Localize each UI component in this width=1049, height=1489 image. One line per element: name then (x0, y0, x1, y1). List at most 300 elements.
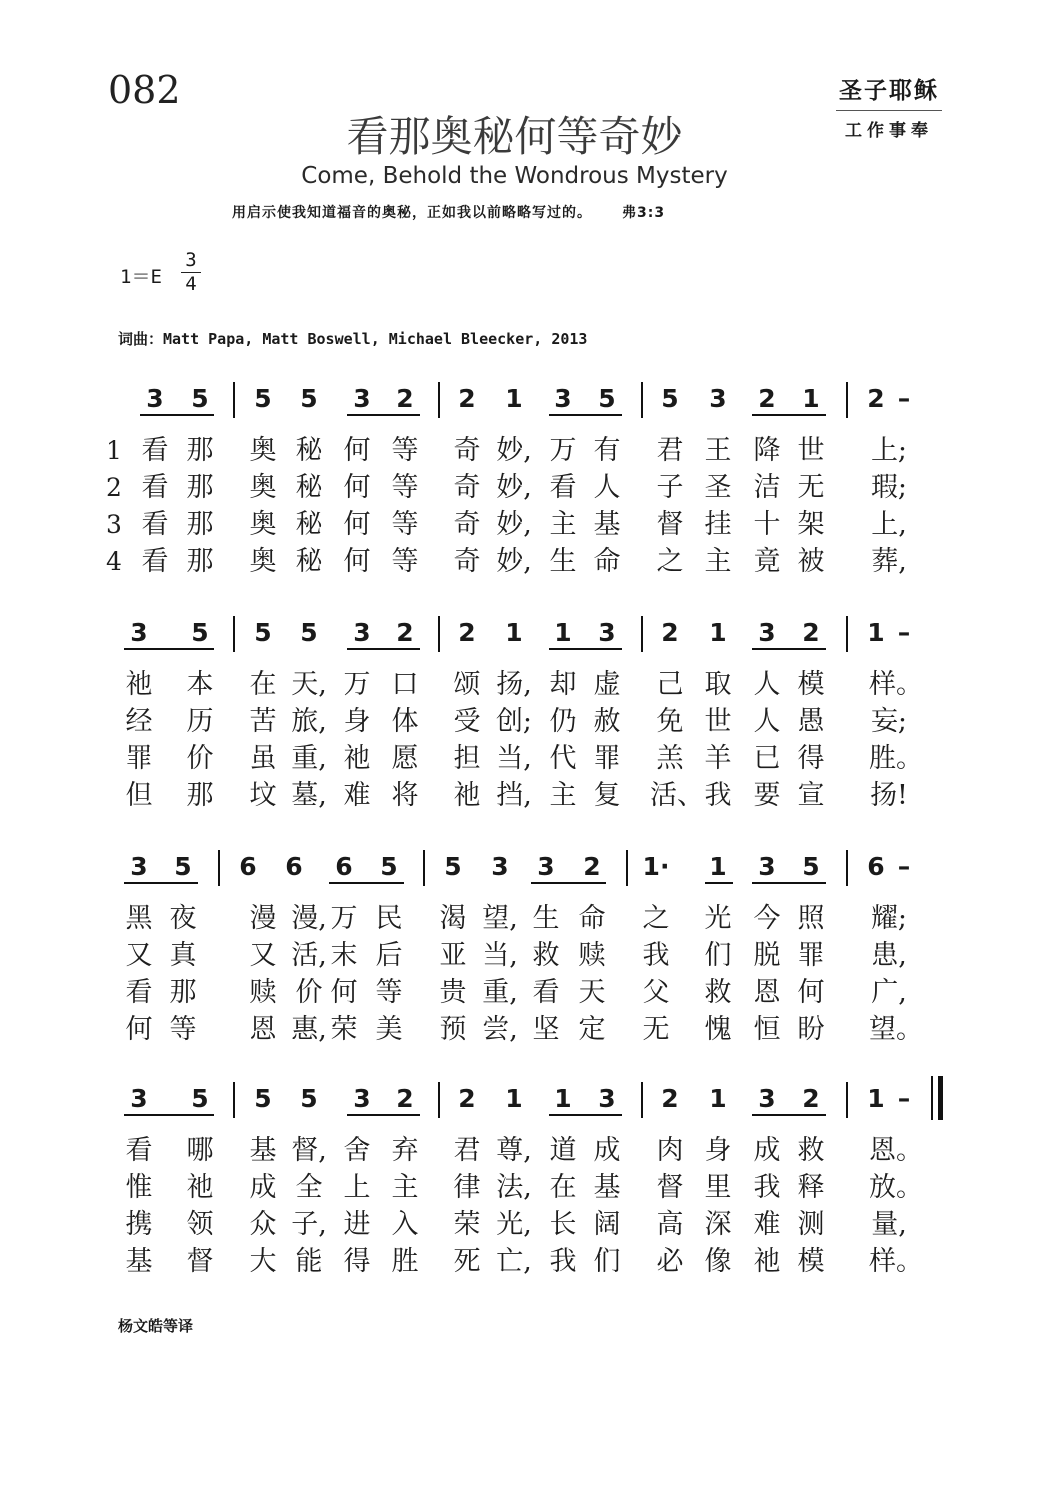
lyric-syllable: 上; (870, 435, 908, 466)
verse-number: 3 (106, 510, 122, 539)
note: 2 (458, 618, 476, 647)
note: 5 (444, 852, 462, 881)
lyric-syllable: 免 (656, 706, 684, 737)
lyric-syllable: 竟 (753, 546, 781, 577)
beam-underline (752, 648, 826, 650)
lyric-syllable: 天 (578, 977, 606, 1008)
beam-underline (124, 1114, 214, 1116)
category-sub: 工作事奉 (845, 121, 933, 141)
note: 3 (491, 852, 509, 881)
lyric-syllable: 尝, (482, 1014, 518, 1045)
note: 5 (254, 384, 272, 413)
bar-line (423, 850, 425, 886)
lyric-syllable: 必 (656, 1246, 684, 1277)
lyric-syllable: 葬, (871, 546, 907, 577)
lyric-syllable: 君 (656, 435, 684, 466)
lyric-syllable: 架 (797, 509, 825, 540)
note: 3 (758, 852, 776, 881)
bar-line (641, 616, 643, 652)
lyric-syllable: 妙, (496, 435, 532, 466)
note: 6 (239, 852, 257, 881)
lyric-syllable: 祂 (125, 669, 153, 700)
lyric-syllable: 身 (343, 706, 371, 737)
lyric-syllable: 祂 (343, 743, 371, 774)
lyric-syllable: 亡, (496, 1246, 532, 1277)
note: 1 (867, 1084, 885, 1113)
bar-line (438, 1082, 440, 1118)
note: – (897, 384, 911, 413)
lyric-syllable: 本 (186, 669, 214, 700)
lyric-syllable: 价 (295, 977, 323, 1008)
lyric-syllable: 瑕; (870, 472, 908, 503)
lyric-syllable: 望, (482, 903, 518, 934)
lyric-syllable: 我 (704, 780, 732, 811)
lyric-syllable: 督 (656, 509, 684, 540)
lyric-syllable: 虚 (593, 669, 621, 700)
lyric-syllable: 难 (753, 1209, 781, 1240)
note: 2 (802, 618, 820, 647)
key-signature: 1＝E (120, 266, 162, 288)
lyric-syllable: 祂 (186, 1172, 214, 1203)
lyric-syllable: 看 (532, 977, 560, 1008)
lyric-syllable: 入 (391, 1209, 419, 1240)
note: 6 (285, 852, 303, 881)
beam-underline (329, 882, 404, 884)
beam-underline (549, 414, 622, 416)
lyric-syllable: 受 (453, 706, 481, 737)
lyric-syllable: 口 (391, 669, 419, 700)
lyric-syllable: 奥 (249, 546, 277, 577)
note: 5 (802, 852, 820, 881)
lyric-syllable: 子 (656, 472, 684, 503)
lyric-syllable: 活, (291, 940, 327, 971)
lyric-syllable: 命 (593, 546, 621, 577)
lyric-syllable: 有 (593, 435, 621, 466)
lyric-syllable: 万 (549, 435, 577, 466)
lyric-syllable: 奇 (453, 546, 481, 577)
lyric-syllable: 民 (375, 903, 403, 934)
lyric-syllable: 定 (578, 1014, 606, 1045)
note: 5 (380, 852, 398, 881)
bar-line (626, 850, 628, 886)
note: 6 (867, 852, 885, 881)
lyric-syllable: 何 (125, 1014, 153, 1045)
lyric-syllable: 那 (186, 546, 214, 577)
note: 1 (802, 384, 820, 413)
lyric-syllable: 法, (496, 1172, 532, 1203)
lyric-syllable: 看 (549, 472, 577, 503)
hymn-number: 082 (108, 68, 181, 112)
lyric-syllable: 后 (375, 940, 403, 971)
lyric-syllable: 等 (169, 1014, 197, 1045)
lyric-syllable: 督 (186, 1246, 214, 1277)
verse-number: 4 (106, 547, 122, 576)
note: – (897, 852, 911, 881)
lyric-syllable: 舍 (343, 1135, 371, 1166)
scripture-text: 用启示使我知道福音的奥秘，正如我以前略略写过的。 (232, 205, 592, 221)
lyric-syllable: 恒 (753, 1014, 781, 1045)
lyric-syllable: 价 (186, 743, 214, 774)
final-bar-line-thick (938, 1076, 943, 1120)
lyric-syllable: 但 (125, 780, 153, 811)
note: 2 (867, 384, 885, 413)
bar-line (641, 1082, 643, 1118)
note: 1 (709, 1084, 727, 1113)
note: – (897, 1084, 911, 1113)
lyric-syllable: 主 (549, 509, 577, 540)
lyric-syllable: 祂 (753, 1246, 781, 1277)
lyric-syllable: 测 (797, 1209, 825, 1240)
note: 3 (130, 852, 148, 881)
lyric-syllable: 奥 (249, 509, 277, 540)
lyric-syllable: 奇 (453, 509, 481, 540)
beam-underline (347, 1114, 420, 1116)
lyric-syllable: 创; (495, 706, 533, 737)
lyric-syllable: 生 (532, 903, 560, 934)
note: 5 (300, 618, 318, 647)
lyric-syllable: 那 (186, 509, 214, 540)
lyric-syllable: 成 (593, 1135, 621, 1166)
lyric-syllable: 何 (343, 546, 371, 577)
lyric-syllable: 患, (871, 940, 907, 971)
lyric-syllable: 愧 (704, 1014, 732, 1045)
title-chinese: 看那奥秘何等奇妙 (346, 112, 683, 161)
lyric-syllable: 取 (704, 669, 732, 700)
note: 1 (709, 852, 727, 881)
lyric-syllable: 重, (291, 743, 327, 774)
category-main: 圣子耶稣 (836, 72, 942, 111)
lyric-syllable: 众 (249, 1209, 277, 1240)
lyric-syllable: 赎 (578, 940, 606, 971)
lyric-syllable: 秘 (295, 546, 323, 577)
note: 3 (130, 618, 148, 647)
lyric-syllable: 坟 (249, 780, 277, 811)
note: 5 (661, 384, 679, 413)
lyric-syllable: 里 (704, 1172, 732, 1203)
lyric-syllable: 子, (291, 1209, 327, 1240)
lyric-syllable: 惟 (125, 1172, 153, 1203)
lyric-syllable: 生 (549, 546, 577, 577)
lyric-syllable: 主 (704, 546, 732, 577)
lyric-syllable: 漫, (291, 903, 327, 934)
lyric-syllable: 洁 (753, 472, 781, 503)
lyric-syllable: 基 (593, 509, 621, 540)
note: 5 (300, 384, 318, 413)
lyric-syllable: 仍 (549, 706, 577, 737)
note: 5 (191, 618, 209, 647)
lyric-syllable: 荣 (453, 1209, 481, 1240)
lyric-syllable: 救 (704, 977, 732, 1008)
lyric-syllable: 之 (642, 903, 670, 934)
lyric-syllable: 预 (439, 1014, 467, 1045)
note: 3 (130, 1084, 148, 1113)
lyric-syllable: 墓, (291, 780, 327, 811)
lyric-syllable: 基 (593, 1172, 621, 1203)
lyric-syllable: 十 (753, 509, 781, 540)
lyric-syllable: 亚 (439, 940, 467, 971)
lyric-syllable: 当, (482, 940, 518, 971)
lyric-syllable: 深 (704, 1209, 732, 1240)
bar-line (846, 1082, 848, 1118)
note: 6 (335, 852, 353, 881)
bar-line (641, 382, 643, 418)
note: 5 (191, 384, 209, 413)
note: – (897, 618, 911, 647)
lyric-syllable: 罪 (797, 940, 825, 971)
lyric-syllable: 妙, (496, 472, 532, 503)
note: 5 (191, 1084, 209, 1113)
note: 1 (505, 618, 523, 647)
lyric-syllable: 赎 (249, 977, 277, 1008)
lyric-syllable: 奥 (249, 472, 277, 503)
lyric-syllable: 我 (549, 1246, 577, 1277)
lyric-syllable: 己 (656, 669, 684, 700)
beam-underline (347, 648, 420, 650)
lyric-syllable: 旅, (291, 706, 327, 737)
final-bar-line (931, 1076, 933, 1120)
lyric-syllable: 挡, (496, 780, 532, 811)
lyric-syllable: 苦 (249, 706, 277, 737)
lyric-syllable: 进 (343, 1209, 371, 1240)
lyric-syllable: 何 (343, 509, 371, 540)
lyric-syllable: 世 (797, 435, 825, 466)
lyric-syllable: 人 (593, 472, 621, 503)
time-signature-top: 3 (181, 249, 201, 273)
lyric-syllable: 末 (330, 940, 358, 971)
lyric-syllable: 等 (391, 509, 419, 540)
lyric-syllable: 督 (656, 1172, 684, 1203)
lyric-syllable: 又 (125, 940, 153, 971)
lyric-syllable: 人 (753, 706, 781, 737)
lyric-syllable: 恩 (753, 977, 781, 1008)
note: 3 (353, 1084, 371, 1113)
beam-underline (124, 648, 214, 650)
beam-underline (347, 414, 420, 416)
note: 3 (537, 852, 555, 881)
lyric-syllable: 们 (593, 1246, 621, 1277)
lyric-syllable: 样。 (869, 1246, 923, 1277)
lyric-syllable: 羔 (656, 743, 684, 774)
lyric-syllable: 奇 (453, 472, 481, 503)
bar-line (233, 616, 235, 652)
verse-number: 2 (106, 473, 122, 502)
lyric-syllable: 光, (496, 1209, 532, 1240)
note: 5 (598, 384, 616, 413)
lyric-syllable: 在 (549, 1172, 577, 1203)
lyric-syllable: 恩 (249, 1014, 277, 1045)
note: 1 (554, 618, 572, 647)
lyric-syllable: 夜 (169, 903, 197, 934)
beam-underline (705, 882, 733, 884)
lyric-syllable: 看 (141, 509, 169, 540)
lyric-syllable: 万 (343, 669, 371, 700)
note: 2 (396, 384, 414, 413)
lyric-syllable: 模 (797, 1246, 825, 1277)
lyric-syllable: 弃 (391, 1135, 419, 1166)
lyric-syllable: 死 (453, 1246, 481, 1277)
lyric-syllable: 那 (186, 780, 214, 811)
lyric-syllable: 胜。 (869, 743, 923, 774)
note: 3 (598, 1084, 616, 1113)
lyric-syllable: 上 (343, 1172, 371, 1203)
lyric-syllable: 担 (453, 743, 481, 774)
beam-underline (140, 414, 214, 416)
note: 2 (396, 618, 414, 647)
lyric-syllable: 肉 (656, 1135, 684, 1166)
note: 3 (709, 384, 727, 413)
lyric-syllable: 脱 (753, 940, 781, 971)
lyric-syllable: 得 (343, 1246, 371, 1277)
note: 2 (458, 384, 476, 413)
lyric-syllable: 奥 (249, 435, 277, 466)
lyric-syllable: 等 (391, 546, 419, 577)
lyric-syllable: 又 (249, 940, 277, 971)
lyric-syllable: 光 (704, 903, 732, 934)
lyric-syllable: 祂 (453, 780, 481, 811)
lyric-syllable: 全 (295, 1172, 323, 1203)
lyric-syllable: 已 (753, 743, 781, 774)
lyric-syllable: 在 (249, 669, 277, 700)
lyric-syllable: 得 (797, 743, 825, 774)
lyric-syllable: 看 (125, 977, 153, 1008)
lyric-syllable: 被 (797, 546, 825, 577)
lyric-syllable: 主 (391, 1172, 419, 1203)
lyric-syllable: 经 (125, 706, 153, 737)
lyric-syllable: 何 (330, 977, 358, 1008)
lyric-syllable: 救 (797, 1135, 825, 1166)
lyric-syllable: 黑 (125, 903, 153, 934)
lyric-syllable: 等 (391, 472, 419, 503)
lyric-syllable: 真 (169, 940, 197, 971)
bar-line (438, 382, 440, 418)
note: 1· (642, 852, 670, 881)
lyric-syllable: 哪 (186, 1135, 214, 1166)
note: 2 (458, 1084, 476, 1113)
credits: 词曲：Matt Papa, Matt Boswell, Michael Bleecker, 2013 (118, 330, 588, 348)
lyric-syllable: 胜 (391, 1246, 419, 1277)
lyric-syllable: 却 (549, 669, 577, 700)
lyric-syllable: 无 (797, 472, 825, 503)
lyric-syllable: 秘 (295, 435, 323, 466)
lyric-syllable: 虽 (249, 743, 277, 774)
note: 2 (661, 618, 679, 647)
lyric-syllable: 历 (186, 706, 214, 737)
lyric-syllable: 主 (549, 780, 577, 811)
lyric-syllable: 难 (343, 780, 371, 811)
lyric-syllable: 将 (391, 780, 419, 811)
lyric-syllable: 道 (549, 1135, 577, 1166)
lyric-syllable: 妙, (496, 509, 532, 540)
lyric-syllable: 放。 (869, 1172, 923, 1203)
lyric-syllable: 扬! (870, 780, 908, 811)
bar-line (438, 616, 440, 652)
bar-line (233, 382, 235, 418)
note: 3 (353, 618, 371, 647)
bar-line (846, 616, 848, 652)
lyric-syllable: 我 (753, 1172, 781, 1203)
lyric-syllable: 要 (753, 780, 781, 811)
lyric-syllable: 恩。 (869, 1135, 923, 1166)
beam-underline (752, 414, 826, 416)
lyric-syllable: 渴 (439, 903, 467, 934)
lyric-syllable: 宣 (797, 780, 825, 811)
bar-line (846, 850, 848, 886)
note: 1 (867, 618, 885, 647)
lyric-syllable: 身 (704, 1135, 732, 1166)
lyric-syllable: 无 (642, 1014, 670, 1045)
note: 5 (300, 1084, 318, 1113)
note: 1 (505, 384, 523, 413)
lyric-syllable: 我 (642, 940, 670, 971)
lyric-syllable: 律 (453, 1172, 481, 1203)
lyric-syllable: 复 (593, 780, 621, 811)
lyric-syllable: 活、 (650, 780, 704, 811)
lyric-syllable: 代 (549, 743, 577, 774)
lyric-syllable: 羊 (704, 743, 732, 774)
lyric-syllable: 今 (753, 903, 781, 934)
lyric-syllable: 天, (291, 669, 327, 700)
lyric-syllable: 秘 (295, 509, 323, 540)
lyric-syllable: 降 (753, 435, 781, 466)
note: 5 (254, 618, 272, 647)
note: 2 (661, 1084, 679, 1113)
beam-underline (124, 882, 198, 884)
lyric-syllable: 荣 (330, 1014, 358, 1045)
translator-credit: 杨文皓等译 (118, 1317, 194, 1335)
note: 2 (802, 1084, 820, 1113)
lyric-syllable: 成 (753, 1135, 781, 1166)
title-english: Come, Behold the Wondrous Mystery (301, 163, 728, 189)
lyric-syllable: 盼 (797, 1014, 825, 1045)
lyric-syllable: 愿 (391, 743, 419, 774)
lyric-syllable: 照 (797, 903, 825, 934)
lyric-syllable: 像 (704, 1246, 732, 1277)
lyric-syllable: 何 (797, 977, 825, 1008)
bar-line (233, 1082, 235, 1118)
lyric-syllable: 漫 (249, 903, 277, 934)
lyric-syllable: 万 (330, 903, 358, 934)
lyric-syllable: 贵 (439, 977, 467, 1008)
bar-line (218, 850, 220, 886)
lyric-syllable: 督, (291, 1135, 327, 1166)
lyric-syllable: 坚 (532, 1014, 560, 1045)
note: 2 (758, 384, 776, 413)
bar-line (846, 382, 848, 418)
lyric-syllable: 领 (186, 1209, 214, 1240)
lyric-syllable: 美 (375, 1014, 403, 1045)
note: 3 (146, 384, 164, 413)
lyric-syllable: 罪 (593, 743, 621, 774)
note: 3 (353, 384, 371, 413)
lyric-syllable: 妄; (870, 706, 908, 737)
lyric-syllable: 赦 (593, 706, 621, 737)
lyric-syllable: 妙, (496, 546, 532, 577)
lyric-syllable: 愚 (797, 706, 825, 737)
lyric-syllable: 看 (141, 546, 169, 577)
beam-underline (549, 1114, 622, 1116)
lyric-syllable: 何 (343, 472, 371, 503)
note: 3 (758, 1084, 776, 1113)
note: 2 (583, 852, 601, 881)
lyric-syllable: 命 (578, 903, 606, 934)
lyric-syllable: 之 (656, 546, 684, 577)
lyric-syllable: 扬, (496, 669, 532, 700)
lyric-syllable: 长 (549, 1209, 577, 1240)
lyric-syllable: 父 (642, 977, 670, 1008)
lyric-syllable: 秘 (295, 472, 323, 503)
lyric-syllable: 尊, (496, 1135, 532, 1166)
note: 3 (758, 618, 776, 647)
